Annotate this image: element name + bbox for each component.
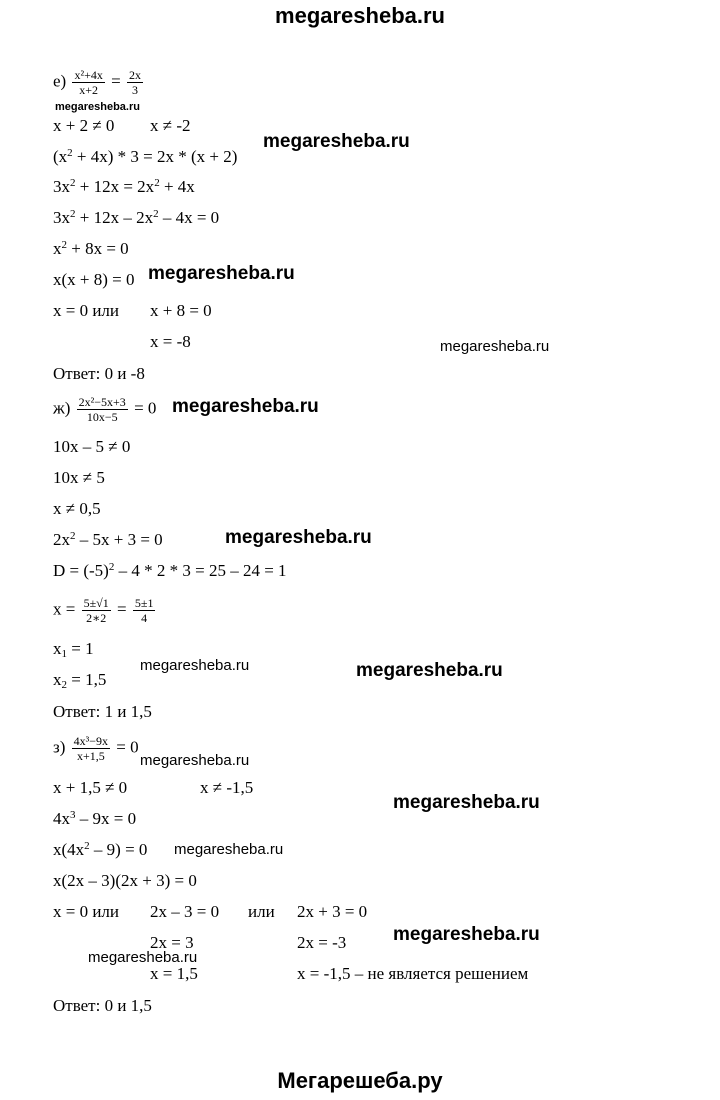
part-zh-line-3: x ≠ 0,5 [53, 499, 101, 518]
part-e-equals: = [111, 71, 121, 91]
watermark: megaresheba.ru [225, 527, 372, 548]
part-z-line-3: $x(4x^2 - 9) = 0$ [53, 840, 148, 859]
watermark: megaresheba.ru [393, 792, 540, 813]
watermark: megaresheba.ru [148, 263, 295, 284]
part-zh-line-2: 10x ≠ 5 [53, 468, 105, 487]
part-zh-x-eq: x = [53, 599, 76, 619]
watermark: megaresheba.ru [172, 396, 319, 417]
part-zh-root-equals: = [117, 599, 127, 619]
part-zh-line-5: $D = (-5)^2 - 4 * 2 * 3 = 25 - 24 = 1$ [53, 561, 287, 580]
part-zh-root-fraction-1: $\frac{5\pm√1}{2∗2}$ [83, 596, 109, 625]
part-e-line-1b: x ≠ -2 [150, 116, 191, 135]
part-z-line-6b: 2x = -3 [297, 933, 347, 952]
watermark-medium: megaresheba.ru [174, 841, 284, 858]
part-zh-fraction: $\frac{\text{2x²−5x+3}}{10x-5}$ [78, 395, 126, 424]
part-z-line-5d: 2x + 3 = 0 [297, 902, 368, 921]
watermark: megaresheba.ru [263, 131, 410, 152]
part-z-line-5b: 2x – 3 = 0 [150, 902, 220, 921]
part-e-answer: Ответ: 0 и -8 [53, 364, 145, 383]
part-e-line-6: x(x + 8) = 0 [53, 270, 135, 289]
part-e-fraction-right: $\frac{2x}{3}$ [128, 68, 141, 97]
part-e-label: е) [53, 71, 67, 91]
part-zh-answer: Ответ: 1 и 1,5 [53, 702, 152, 721]
part-zh-x1: $x_1 = 1$ [53, 639, 94, 660]
part-z-line-7a: x = 1,5 [150, 964, 198, 983]
part-e-line-5: $x^2 + 8x = 0$ [53, 239, 129, 258]
part-zh-x2: $x_2 = 1,5$ [53, 670, 107, 691]
part-z-label: з) [53, 737, 66, 757]
part-e-line-8: x = -8 [150, 332, 191, 351]
part-z-line-5c: или [248, 902, 275, 921]
part-e-line-4: $3x^2 + 12x - 2x^2 - 4x = 0$ [53, 208, 220, 227]
part-z-line-5a: x = 0 или [53, 902, 120, 921]
part-e-line-2: $(x^2 + 4x) * 3 = 2x * (x + 2)$ [53, 147, 238, 166]
part-zh-rhs: = 0 [134, 398, 157, 418]
part-zh-line-4: $2x^2 - 5x + 3 = 0$ [53, 530, 163, 549]
watermark-medium: megaresheba.ru [140, 657, 250, 674]
part-z-line-2: $4x^3 - 9x = 0$ [53, 809, 137, 828]
part-z-rhs: = 0 [116, 737, 139, 757]
part-z-line-7b: x = -1,5 – не является решением [297, 964, 529, 983]
part-z-line-6a: 2x = 3 [150, 933, 194, 952]
footer-watermark: Мегарешеба.ру [277, 1068, 443, 1093]
part-e-line-1a: x + 2 ≠ 0 [53, 116, 115, 135]
part-e-line-7b: x + 8 = 0 [150, 301, 212, 320]
part-zh-root-fraction-2: $\frac{5\pm 1}{4}$ [134, 596, 154, 625]
part-e-line-7a: x = 0 или [53, 301, 120, 320]
part-zh-equation [53, 395, 156, 424]
part-zh-label: ж) [53, 398, 71, 418]
part-z-fraction: $\frac{\text{4x³−9x}}{x+1,5}$ [73, 734, 109, 763]
part-z-line-1a: x + 1,5 ≠ 0 [53, 778, 128, 797]
part-z-equation [53, 734, 139, 763]
watermark-medium: megaresheba.ru [440, 338, 550, 355]
part-z-answer: Ответ: 0 и 1,5 [53, 996, 152, 1015]
watermark-medium: megaresheba.ru [88, 949, 198, 966]
part-zh-line-1: 10x – 5 ≠ 0 [53, 437, 131, 456]
watermark-small: megaresheba.ru [55, 101, 140, 113]
part-e-equation [53, 68, 145, 97]
part-zh-line-6 [53, 596, 157, 625]
part-z-line-1b: x ≠ -1,5 [200, 778, 254, 797]
part-e-line-3: $3x^2 + 12x = 2x^2 + 4x$ [53, 177, 195, 196]
header-watermark: megaresheba.ru [275, 3, 445, 28]
part-z-line-4: x(2x – 3)(2x + 3) = 0 [53, 871, 197, 890]
watermark: megaresheba.ru [393, 924, 540, 945]
part-e-fraction-left: $\frac{\text{x²+4x}}{x+2}$ [74, 68, 103, 97]
watermark-medium: megaresheba.ru [140, 752, 250, 769]
watermark: megaresheba.ru [356, 660, 503, 681]
